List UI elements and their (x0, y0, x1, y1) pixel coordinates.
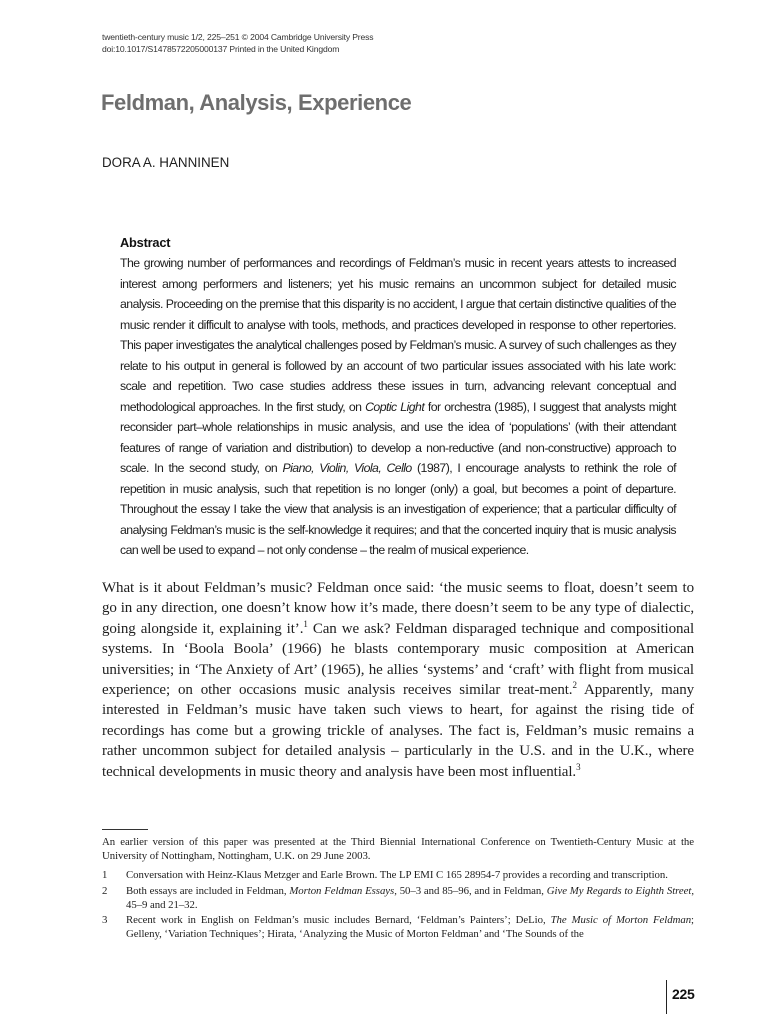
footnote-divider (102, 829, 148, 830)
footnote-unnumbered: An earlier version of this paper was presented at the Third Biennial International Conference on Twentieth-Century Music at the University of Nottingham, Nottingham, U.K. on 29 June 2003. (102, 836, 694, 862)
book-title-morton-feldman-essays: Morton Feldman Essays (289, 884, 395, 897)
page-number-rule (666, 980, 667, 1014)
abstract-text-part: (1987), I encourage analysts to rethink the role of repetition in music analysis, such that repetition is no longer (only) a goal, but becomes a point of departure. Throughout the essay I take the view that analysis is an investigation of experience; that a particular difficulty of analysing Feldman’s music is the self-knowledge it requires; and that the concerted inquiry that is music analysis can well be used to expand – not only condense – the realm of musical experience. (120, 461, 676, 557)
footnote-ref-3[interactable]: 3 (576, 761, 581, 772)
footnote-text-part: , 50–3 and 85–96, and in Feldman, (394, 884, 547, 897)
body-paragraph (102, 578, 694, 782)
body-text-segment: Apparently, many interested in Feldman’s music have taken such views to heart, for against the rising tide of recordings has come but a growing trickle of analyses. The fact is, Feldman’s music remains a rather uncommon subject for detailed analysis – particularly in the U.S. and in the U.K., where technical developments in music theory and analysis have been most influential. (102, 682, 694, 780)
running-head (102, 32, 502, 55)
article-title: Feldman, Analysis, Experience (101, 90, 412, 115)
footnote-1 (102, 868, 694, 882)
footnote-text-part: , 45–9 and 21–32. (126, 884, 694, 911)
footnote-number: 2 (102, 884, 108, 897)
body-text-segment: What is it about Feldman’s music? Feldman once said: ‘the music seems to float, doesn’t seem to go in any direction, one doesn’t know how it’s made, there doesn’t seem to be any type of dialectic, going alongside it, explaining it’. (102, 580, 694, 637)
footnote-2 (102, 884, 694, 912)
footnote-text-part: Both essays are included in Feldman, (126, 884, 290, 897)
footnote-ref-1[interactable]: 1 (303, 618, 308, 629)
footnote-number: 3 (102, 914, 108, 926)
work-title-coptic-light: Coptic Light (365, 399, 425, 414)
abstract-text-part: for orchestra (1985), I suggest that analysts might reconsider part–whole relationships in music analysis, and use the idea of ‘populations’ (with their attendant features of range of variation and distribution) to develop a non-reductive (and non-constructive) approach to scale. In the second study, on (120, 399, 677, 475)
book-title-music-of-morton-feldman: The Music of Morton Feldman (550, 914, 692, 926)
abstract-text (120, 253, 676, 561)
page-number: 225 (672, 986, 695, 1002)
footnotes (102, 835, 694, 943)
footnote-text-part: ; Gelleny, ‘Variation Techniques’; Hirata, ‘Analyzing the Music of Morton Feldman’ and ‘The Sounds of the (126, 914, 694, 940)
abstract-text-part: The growing number of performances and recordings of Feldman’s music in recent years attests to increased interest among performers and listeners; yet his music remains an uncommon subject for detailed music analysis. Proceeding on the premise that this disparity is no accident, I argue that certain distinctive qualities of the music render it difficult to analyse with tools, methods, and practices developed in response to other repertories. This paper investigates the analytical challenges posed by Feldman’s music. A survey of such challenges as they relate to his output in general is followed by an account of two particular issues associated with his late work: scale and repetition. Two case studies address these issues in turn, advancing relevant conceptual and methodological approaches. In the first study, on (120, 256, 676, 414)
abstract-heading: Abstract (120, 235, 171, 250)
footnote-3 (102, 913, 694, 941)
footnote-text (126, 884, 694, 912)
running-head-doi: doi:10.1017/S1478572205000137 Printed in the United Kingdom (102, 43, 340, 54)
footnote-text: Conversation with Heinz-Klaus Metzger and Earle Brown. The LP EMI C 165 28954-7 provides a recording and transcription. (126, 869, 668, 881)
body-text-segment: Can we ask? Feldman disparaged technique and compositional systems. In ‘Boola Boola’ (1966) he blasts contemporary music composition at American universities; in ‘The Anxiety of Art’ (1965), he allies ‘systems’ and ‘craft’ with flight from musical experience; on other occasions music analysis receives similar treat-ment. (102, 620, 695, 699)
abstract-section (120, 234, 676, 561)
footnote-text (126, 913, 694, 941)
footnote-text-part: Recent work in English on Feldman’s music includes Bernard, ‘Feldman’s Painters’; DeLio, (126, 914, 551, 926)
work-title-piano-violin-viola-cello: Piano, Violin, Viola, Cello (282, 461, 412, 475)
footnote-ref-2[interactable]: 2 (572, 680, 577, 691)
running-head-journal: twentieth-century music 1/2, 225–251 © 2004 Cambridge University Press (102, 32, 374, 42)
book-title-give-my-regards: Give My Regards to Eighth Street (546, 884, 692, 897)
footnote-number: 1 (102, 869, 108, 881)
author-name: DORA A. HANNINEN (102, 155, 230, 170)
